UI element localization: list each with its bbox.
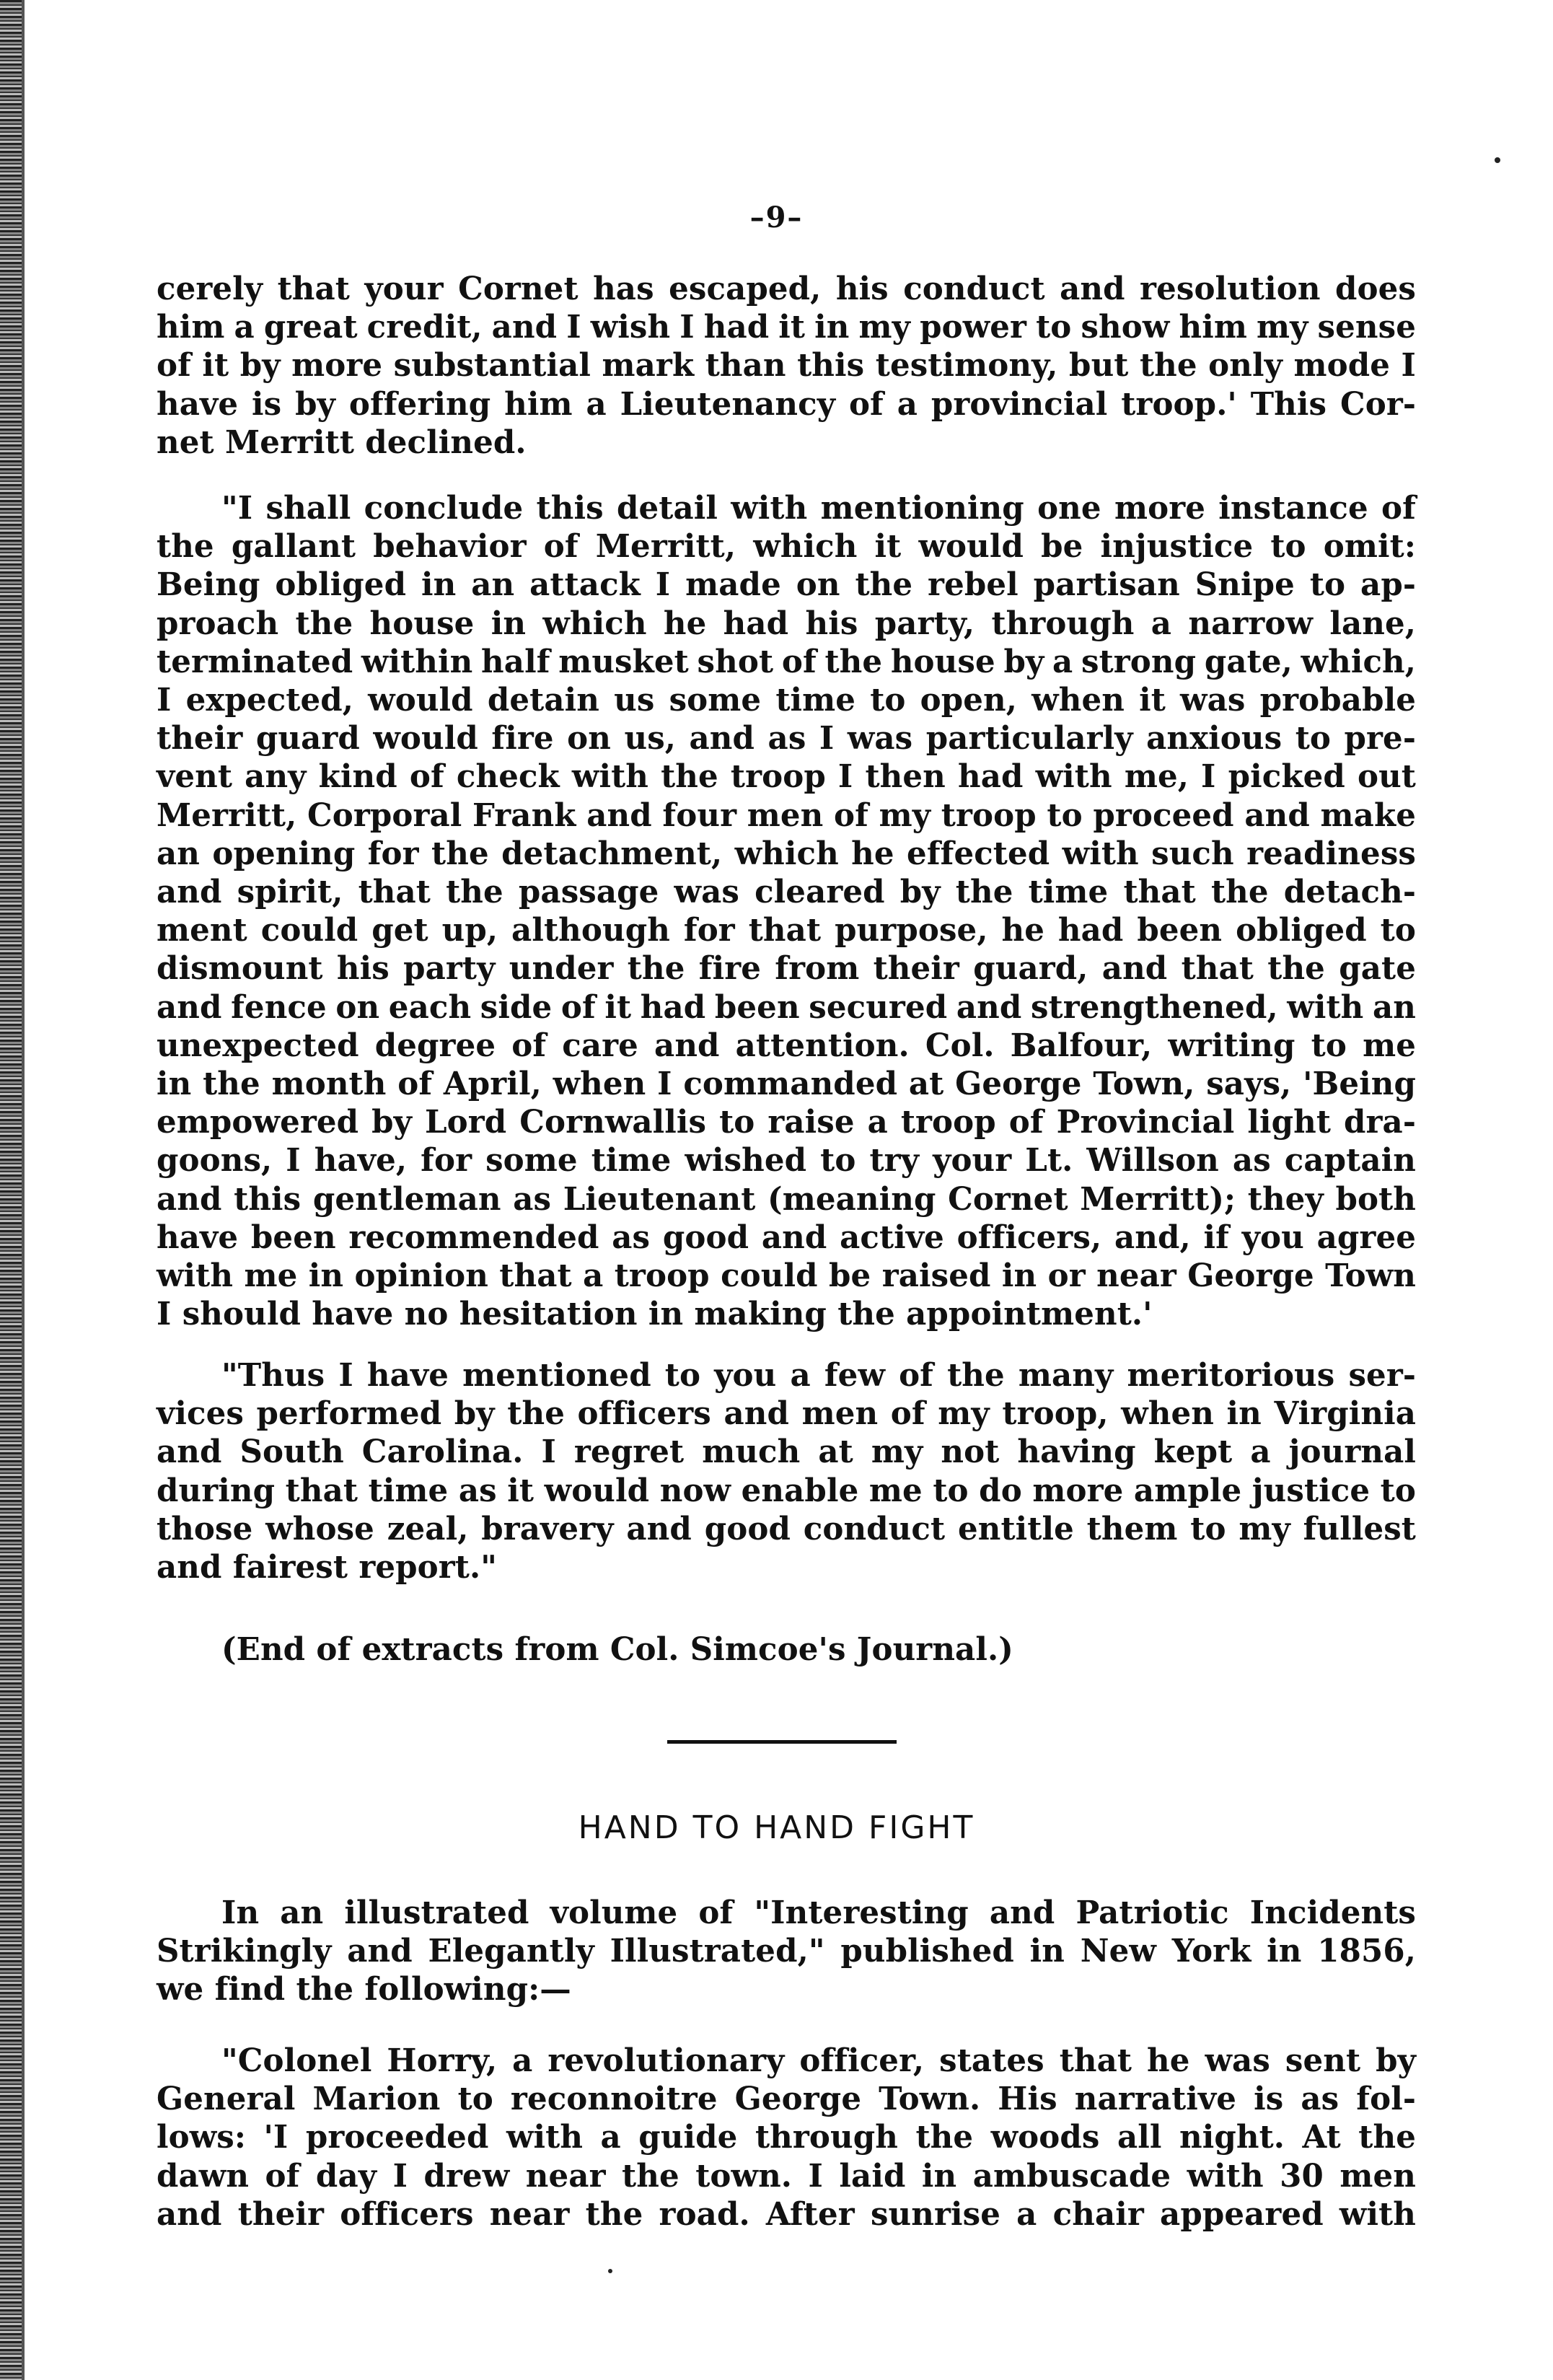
text-line: and this gentleman as Lieutenant (meaning Cornet Merritt); they both bbox=[157, 1180, 1416, 1218]
text-line: with me in opinion that a troop could be raised in or near George Town bbox=[157, 1257, 1416, 1295]
text-line: the gallant behavior of Merritt, which it would be injustice to omit: bbox=[157, 528, 1416, 566]
text-line: ment could get up, although for that purpose, he had been obliged to bbox=[157, 912, 1416, 949]
text-line: Being obliged in an attack I made on the rebel partisan Snipe to ap- bbox=[157, 566, 1416, 604]
text-line: cerely that your Cornet has escaped, his conduct and resolution does bbox=[157, 271, 1416, 307]
paragraph-continuation bbox=[157, 270, 1416, 462]
text-line: and fence on each side of it had been secured and strengthened, with an bbox=[157, 988, 1416, 1026]
binding-edge bbox=[0, 0, 22, 2380]
text-line: their guard would fire on us, and as I was particularly anxious to pre- bbox=[157, 720, 1416, 758]
text-line: during that time as it would now enable me to do more ample justice to bbox=[157, 1472, 1416, 1509]
text-line: I should have no hesitation in making the appointment.' bbox=[157, 1296, 1153, 1333]
text-line: "I shall conclude this detail with mentioning one more instance of bbox=[221, 490, 1416, 527]
text-line: goons, I have, for some time wished to try your Lt. Willson as captain bbox=[157, 1142, 1416, 1180]
text-line: those whose zeal, bravery and good conduct entitle them to my fullest bbox=[157, 1510, 1416, 1547]
text-line: In an illustrated volume of "Interesting and Patriotic Incidents bbox=[221, 1894, 1416, 1931]
text-line: of it by more substantial mark than this testimony, but the only mode I bbox=[157, 347, 1416, 385]
page-number: –9– bbox=[749, 201, 804, 234]
text-line: an opening for the detachment, which he effected with such readiness bbox=[157, 835, 1416, 872]
text-line: and spirit, that the passage was cleared by the time that the detach- bbox=[157, 874, 1416, 911]
text-line: General Marion to reconnoitre George Town. His narrative is as fol- bbox=[157, 2081, 1416, 2118]
text-line: Strikingly and Elegantly Illustrated," published in New York in 1856, bbox=[157, 1933, 1416, 1970]
text-line: dawn of day I drew near the town. I laid in ambuscade with 30 men bbox=[157, 2157, 1416, 2195]
text-line: have is by offering him a Lieutenancy of a provincial troop.' This Cor- bbox=[157, 385, 1416, 423]
text-line: lows: 'I proceeded with a guide through the woods all night. At the bbox=[157, 2119, 1416, 2156]
paragraph-illustrated-volume bbox=[157, 1894, 1416, 2009]
text-line: vent any kind of check with the troop I then had with me, I picked out bbox=[157, 758, 1416, 796]
text-line: net Merritt declined. bbox=[157, 423, 527, 461]
text-line: I expected, would detain us some time to open, when it was probable bbox=[157, 682, 1416, 719]
paragraph-end-of-extracts bbox=[157, 1630, 1416, 1669]
text-line: in the month of April, when I commanded at George Town, says, 'Being bbox=[157, 1066, 1416, 1103]
paragraph-colonel-horry bbox=[157, 2042, 1416, 2234]
scan-speck bbox=[608, 2269, 612, 2273]
text-line: terminated within half musket shot of the house by a strong gate, which, bbox=[157, 643, 1416, 680]
text-line: proach the house in which he had his party, through a narrow lane, bbox=[157, 605, 1416, 642]
text-line: (End of extracts from Col. Simcoe's Journal.) bbox=[221, 1631, 1013, 1668]
paragraph-meritorious-services bbox=[157, 1356, 1416, 1586]
text-line: unexpected degree of care and attention. Col. Balfour, writing to me bbox=[157, 1027, 1416, 1064]
text-line: vices performed by the officers and men of my troop, when in Virginia bbox=[157, 1395, 1416, 1433]
text-line: we find the following:— bbox=[157, 1971, 571, 2008]
scan-speck bbox=[1495, 157, 1500, 163]
text-line: "Colonel Horry, a revolutionary officer, states that he was sent by bbox=[221, 2042, 1416, 2079]
section-divider bbox=[667, 1740, 897, 1744]
text-line: and their officers near the road. After sunrise a chair appeared with bbox=[157, 2195, 1416, 2233]
paragraph-merritt-detail bbox=[157, 489, 1416, 1333]
text-line: him a great credit, and I wish I had it in my power to show him my sense bbox=[157, 309, 1416, 346]
text-line: dismount his party under the fire from their guard, and that the gate bbox=[157, 950, 1416, 988]
section-heading: HAND TO HAND FIGHT bbox=[578, 1809, 975, 1846]
text-line: Merritt, Corporal Frank and four men of my troop to proceed and make bbox=[157, 796, 1416, 834]
text-line: and fairest report." bbox=[157, 1549, 497, 1586]
text-line: have been recommended as good and active officers, and, if you agree bbox=[157, 1218, 1416, 1256]
text-line: and South Carolina. I regret much at my not having kept a journal bbox=[157, 1433, 1416, 1471]
text-line: "Thus I have mentioned to you a few of the many meritorious ser- bbox=[221, 1357, 1416, 1394]
text-line: empowered by Lord Cornwallis to raise a troop of Provincial light dra- bbox=[157, 1104, 1416, 1141]
